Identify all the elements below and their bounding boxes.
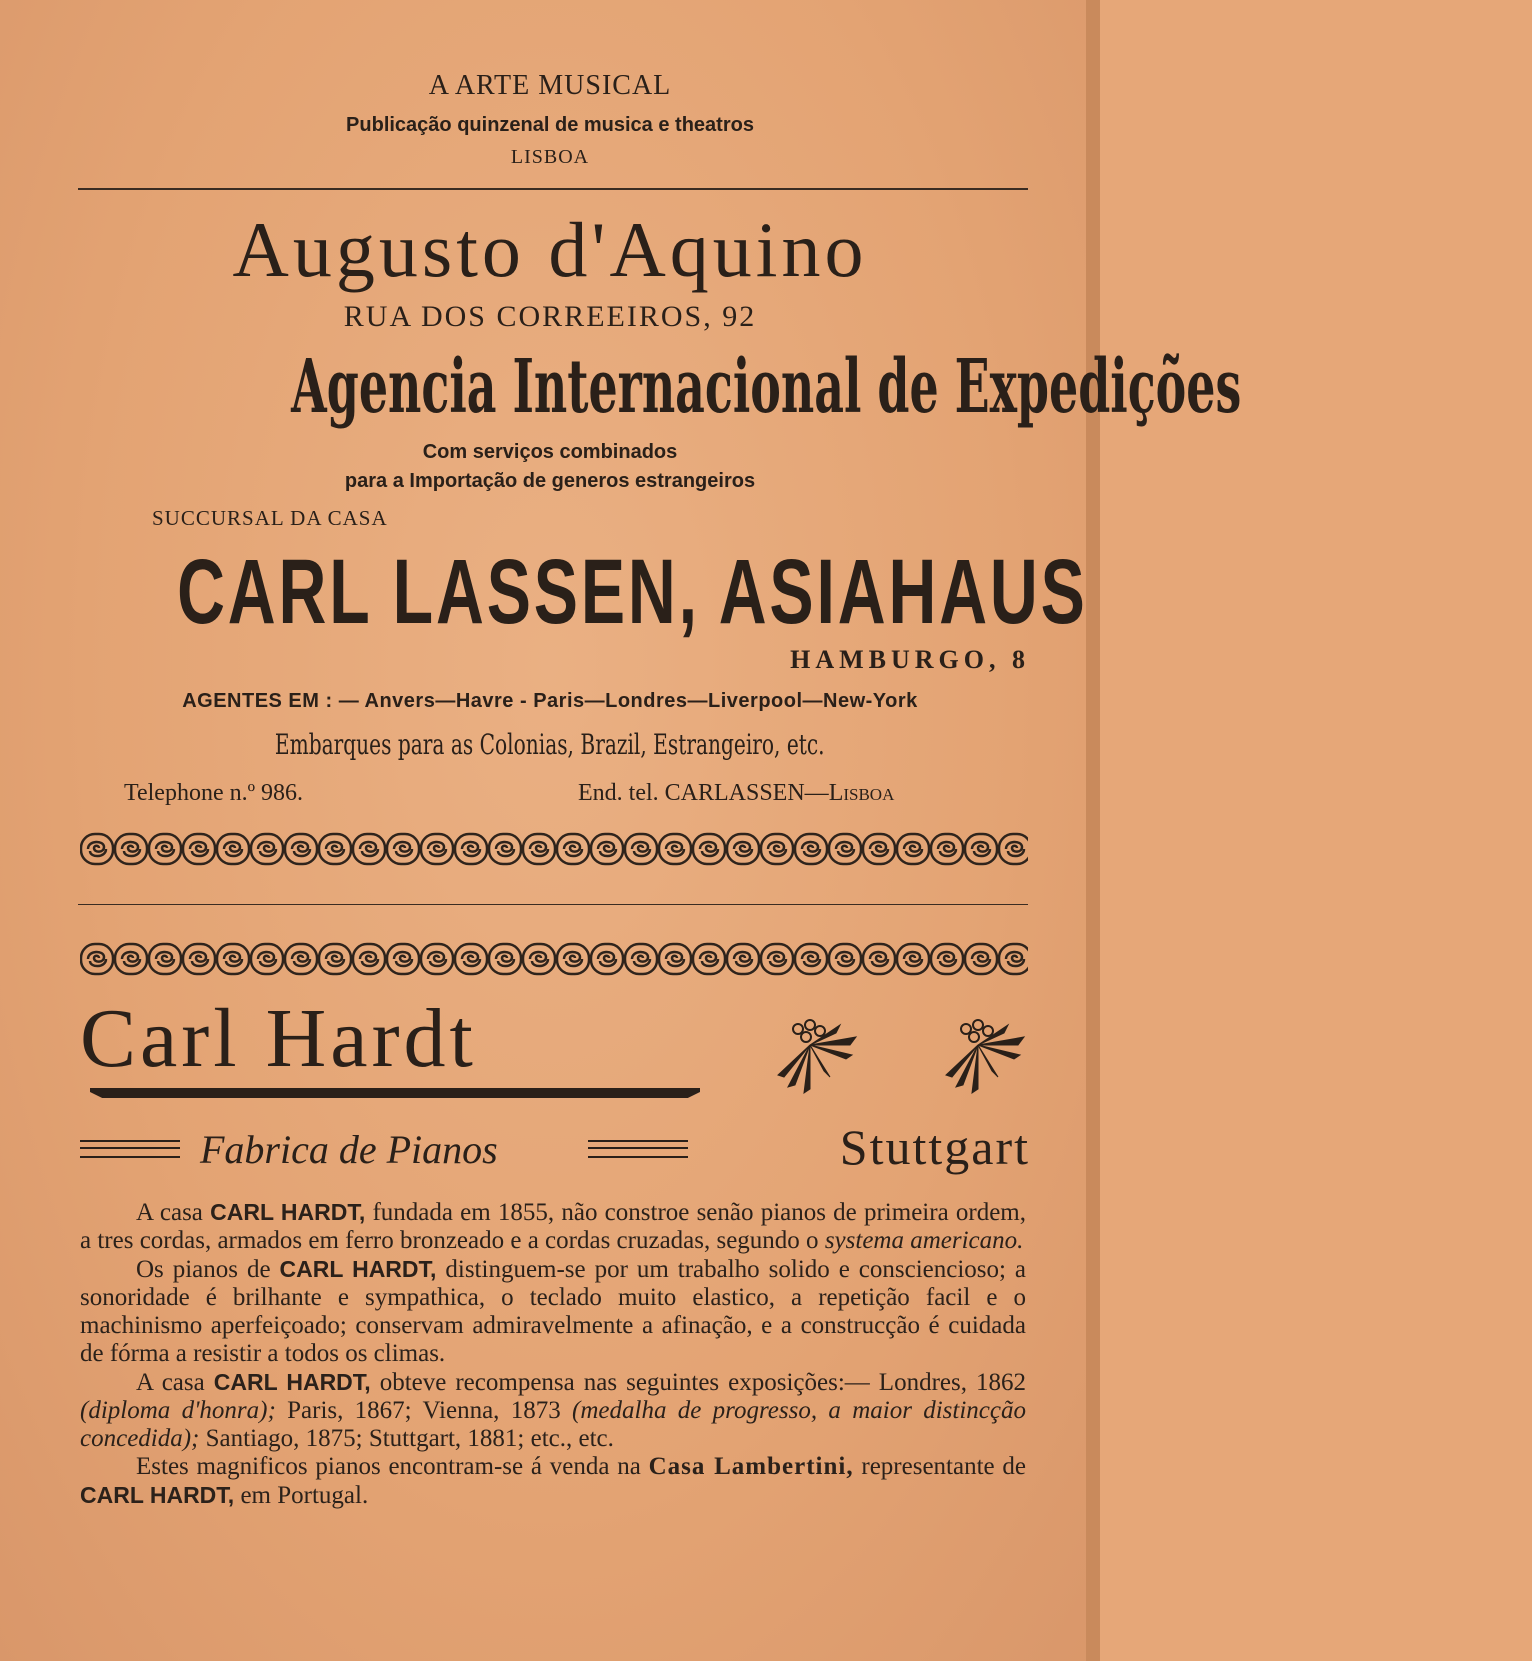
agents-line: AGENTES EM : — Anvers—Havre - Paris—Londres—Liverpool—New-York — [182, 690, 918, 712]
masthead-title: A ARTE MUSICAL — [428, 70, 672, 101]
agency-heading-wrap — [0, 344, 1242, 434]
paragraph-founding — [80, 1198, 1026, 1255]
paragraph-quality — [80, 1255, 1026, 1368]
masthead-city: LISBOA — [510, 146, 590, 168]
paragraph-awards — [80, 1368, 1026, 1453]
masthead-rule — [78, 188, 1028, 190]
telegraph-line — [578, 780, 894, 807]
brand-mention: CARL HARDT, — [279, 1256, 437, 1282]
text: Estes magnificos pianos encontram-se á venda na — [136, 1453, 649, 1480]
paragraph-retailer — [80, 1453, 1026, 1510]
agency-heading: Agencia Internacional de Expedições — [291, 344, 1242, 430]
brand-mention: CARL HARDT, — [210, 1199, 366, 1225]
text: Os pianos de — [136, 1256, 280, 1283]
text: A casa — [136, 1369, 214, 1396]
shipping-wrap — [0, 728, 1100, 768]
advertiser-name: Augusto d'Aquino — [232, 206, 868, 293]
text: representante de — [853, 1453, 1027, 1480]
brand-underline — [90, 1088, 700, 1098]
scroll-border-ornament — [80, 832, 1028, 866]
text: em Portugal. — [234, 1482, 369, 1509]
telephone-line: Telephone n.º 986. — [124, 780, 304, 806]
text: Paris, 1867; Vienna, 1873 — [275, 1397, 573, 1424]
tagline-city: Stuttgart — [839, 1119, 1030, 1175]
flower-ornament-icon — [770, 1015, 860, 1095]
telegraph-prefix: End. tel. CARLASSEN— — [578, 780, 829, 806]
text: obteve recompensa nas seguintes exposições:— Londres, 1862 — [370, 1369, 1026, 1396]
text-italic: systema americano. — [824, 1227, 1024, 1254]
text: fundada em 1855, não constroe senão pianos de primeira ordem, a tres cordas, armados em ferro bronzeado e a cordas cruzadas, segundo o — [80, 1199, 1026, 1254]
services-line-1: Com serviços combinados — [422, 441, 678, 463]
brand-mention: CARL HARDT, — [213, 1369, 371, 1395]
text-italic: (medalha de progresso, a maior distincção concedida); — [80, 1397, 1027, 1452]
text-italic: (diploma d'honra); — [80, 1397, 276, 1424]
text: distinguem-se por um trabalho solido e consciencioso; a sonoridade é brilhante e sympathica, o teclado muito elastico, a repetição facil e o machinismo aperfeiçoado; conservam admiravelmente a afinação, e a construcção é cuidada de fórma a resistir a todos os climas. — [80, 1256, 1026, 1367]
tagline-rule-right — [588, 1140, 688, 1158]
description-body — [80, 1198, 1026, 1510]
text: A casa — [136, 1199, 211, 1226]
masthead-subtitle: Publicação quinzenal de musica e theatros — [346, 114, 754, 136]
branch-label: SUCCURSAL DA CASA — [152, 506, 388, 530]
tagline-factory: Fabrica de Pianos — [200, 1127, 498, 1172]
section-rule — [78, 904, 1028, 905]
brand-name: Carl Hardt — [80, 992, 477, 1085]
tagline-rule-left — [80, 1140, 180, 1158]
company-wrap — [0, 540, 1100, 643]
text: Santiago, 1875; Stuttgart, 1881; etc., etc. — [199, 1425, 614, 1452]
company-city: HAMBURGO, 8 — [790, 645, 1030, 674]
store-name: Casa Lambertini, — [648, 1453, 854, 1480]
flower-ornament-icon-2 — [938, 1015, 1028, 1095]
telegraph-city: Lisboa — [828, 780, 895, 806]
scroll-border-ornament-2 — [80, 942, 1028, 976]
advertiser-address: RUA DOS CORREEIROS, 92 — [343, 300, 757, 333]
brand-mention: CARL HARDT, — [80, 1482, 235, 1508]
shipping-line: Embarques para as Colonias, Brazil, Estrangeiro, etc. — [275, 728, 825, 761]
services-line-2: para a Importação de generos estrangeiros — [344, 470, 756, 492]
company-name: CARL LASSEN, ASIAHAUS — [177, 541, 1088, 643]
